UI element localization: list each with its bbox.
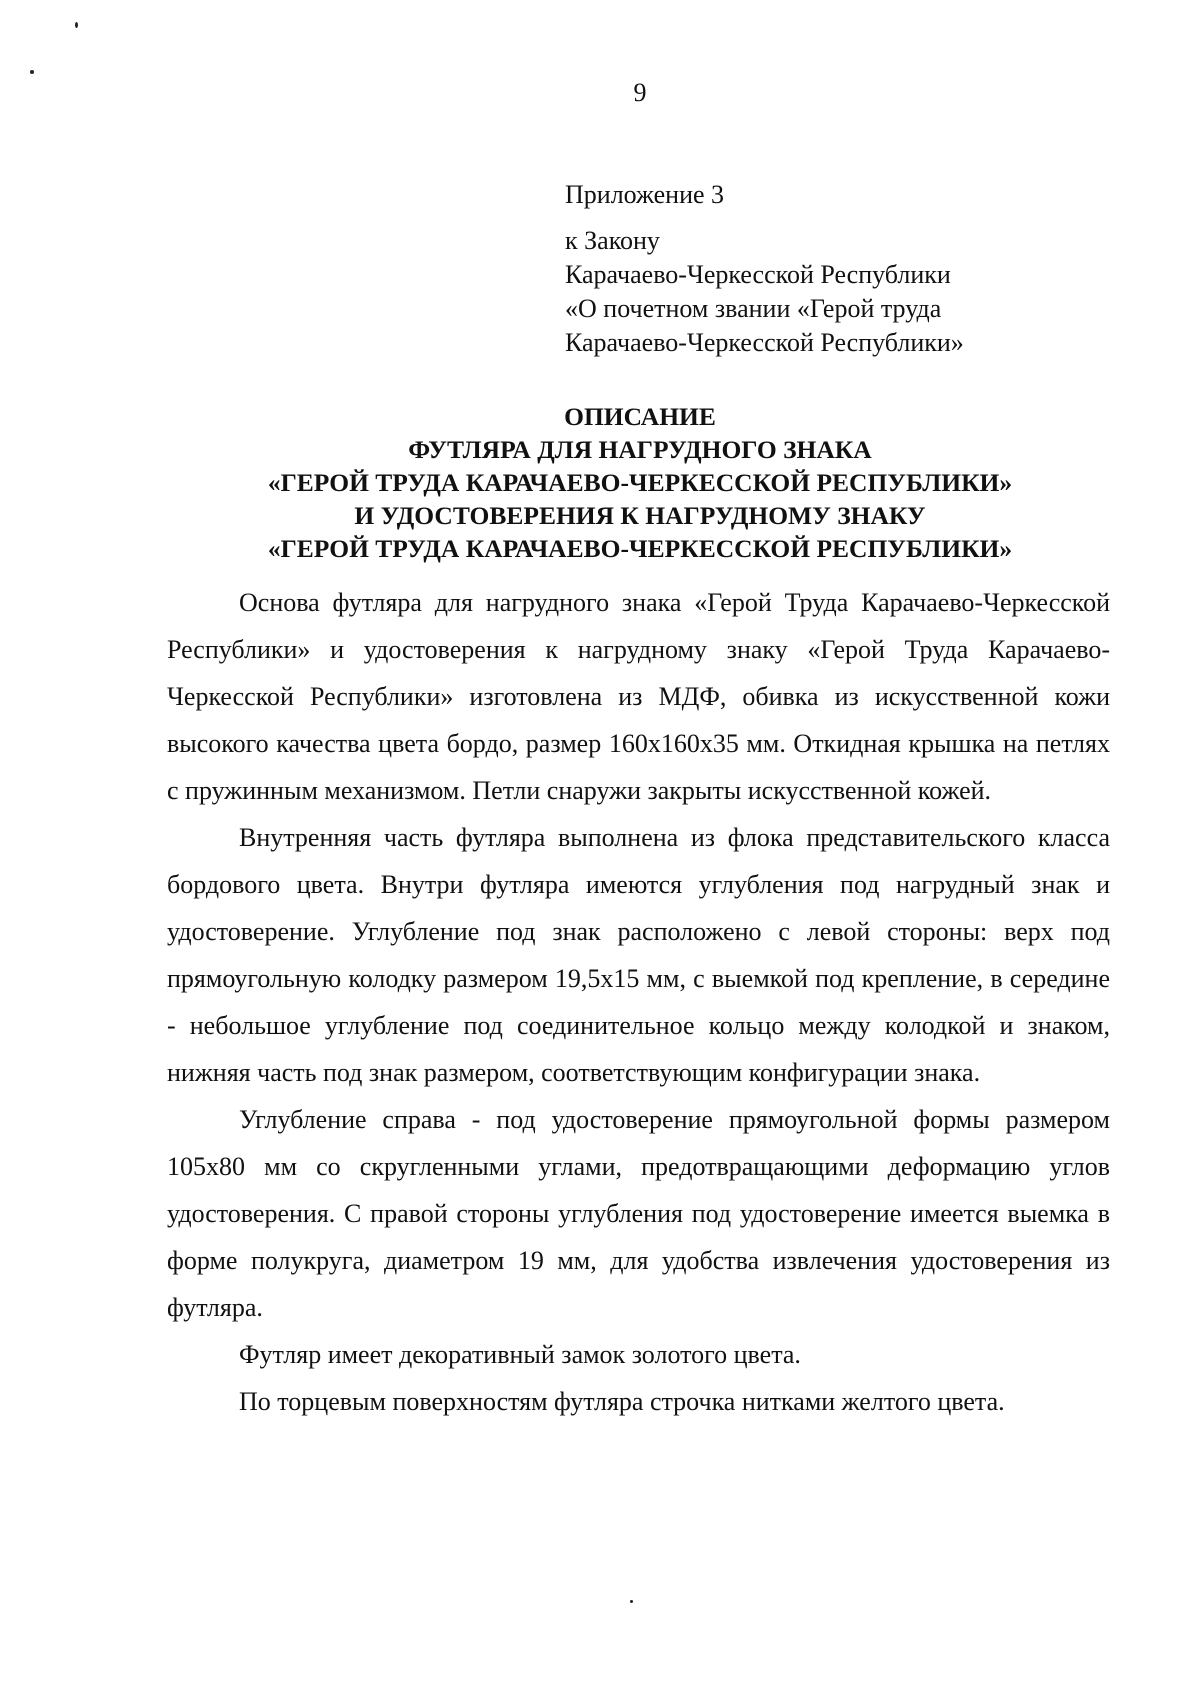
heading-line: «ГЕРОЙ ТРУДА КАРАЧАЕВО-ЧЕРКЕССКОЙ РЕСПУБЛИКИ» — [267, 534, 1013, 563]
appendix-line: Карачаево-Черкесской Республики» — [565, 328, 964, 357]
document-heading — [150, 400, 1130, 565]
heading-line: И УДОСТОВЕРЕНИЯ К НАГРУДНОМУ ЗНАКУ — [354, 501, 926, 530]
heading-line: «ГЕРОЙ ТРУДА КАРАЧАЕВО-ЧЕРКЕССКОЙ РЕСПУБЛИКИ» — [267, 468, 1013, 497]
appendix-line: «О почетном звании «Герой труда — [565, 294, 942, 323]
appendix-title: Приложение 3 — [565, 180, 725, 209]
heading-line: ОПИСАНИЕ — [564, 402, 716, 431]
heading-line: ФУТЛЯРА ДЛЯ НАГРУДНОГО ЗНАКА — [408, 435, 872, 464]
appendix-line: Карачаево-Черкесской Республики — [565, 260, 951, 289]
paragraph: По торцевым поверхностям футляра строчка нитками желтого цвета. — [239, 1387, 1005, 1416]
appendix-block — [565, 178, 1165, 360]
paragraph: Футляр имеет декоративный замок золотого цвета. — [239, 1340, 801, 1369]
page-number: 9 — [633, 78, 647, 107]
paragraph: Внутренняя часть футляра выполнена из флока представительского класса бордового цвета. Внутри футляра имеются углубления под нагрудный знак и удостоверение. Углубление под знак расположено с левой стороны: верх под прямоугольную колодку размером 19,5x15 мм, с выемкой под крепление, в середине - небольшое углубление под соединительное кольцо между колодкой и знаком, нижняя часть под знак размером, соответствующим конфигурации знака. — [167, 823, 1110, 1087]
paragraph: Основа футляра для нагрудного знака «Герой Труда Карачаево-Черкесской Республики» и удостоверения к нагрудному знаку «Герой Труда Карачаево-Черкесской Республики» изготовлена из МДФ, обивка из искусственной кожи высокого качества цвета бордо, размер 160x160x35 мм. Откидная крышка на петлях с пружинным механизмом. Петли снаружи закрыты искусственной кожей. — [167, 588, 1110, 805]
scan-speck — [30, 70, 34, 74]
scan-speck — [75, 22, 78, 28]
paragraph: Углубление справа - под удостоверение прямоугольной формы размером 105x80 мм со скругленными углами, предотвращающими деформацию углов удостоверения. С правой стороны углубления под удостоверение имеется выемка в форме полукруга, диаметром 19 мм, для удобства извлечения удостоверения из футляра. — [167, 1105, 1110, 1322]
appendix-line: к Закону — [565, 226, 660, 255]
scan-speck — [630, 1600, 633, 1603]
document-body — [167, 579, 1110, 1425]
